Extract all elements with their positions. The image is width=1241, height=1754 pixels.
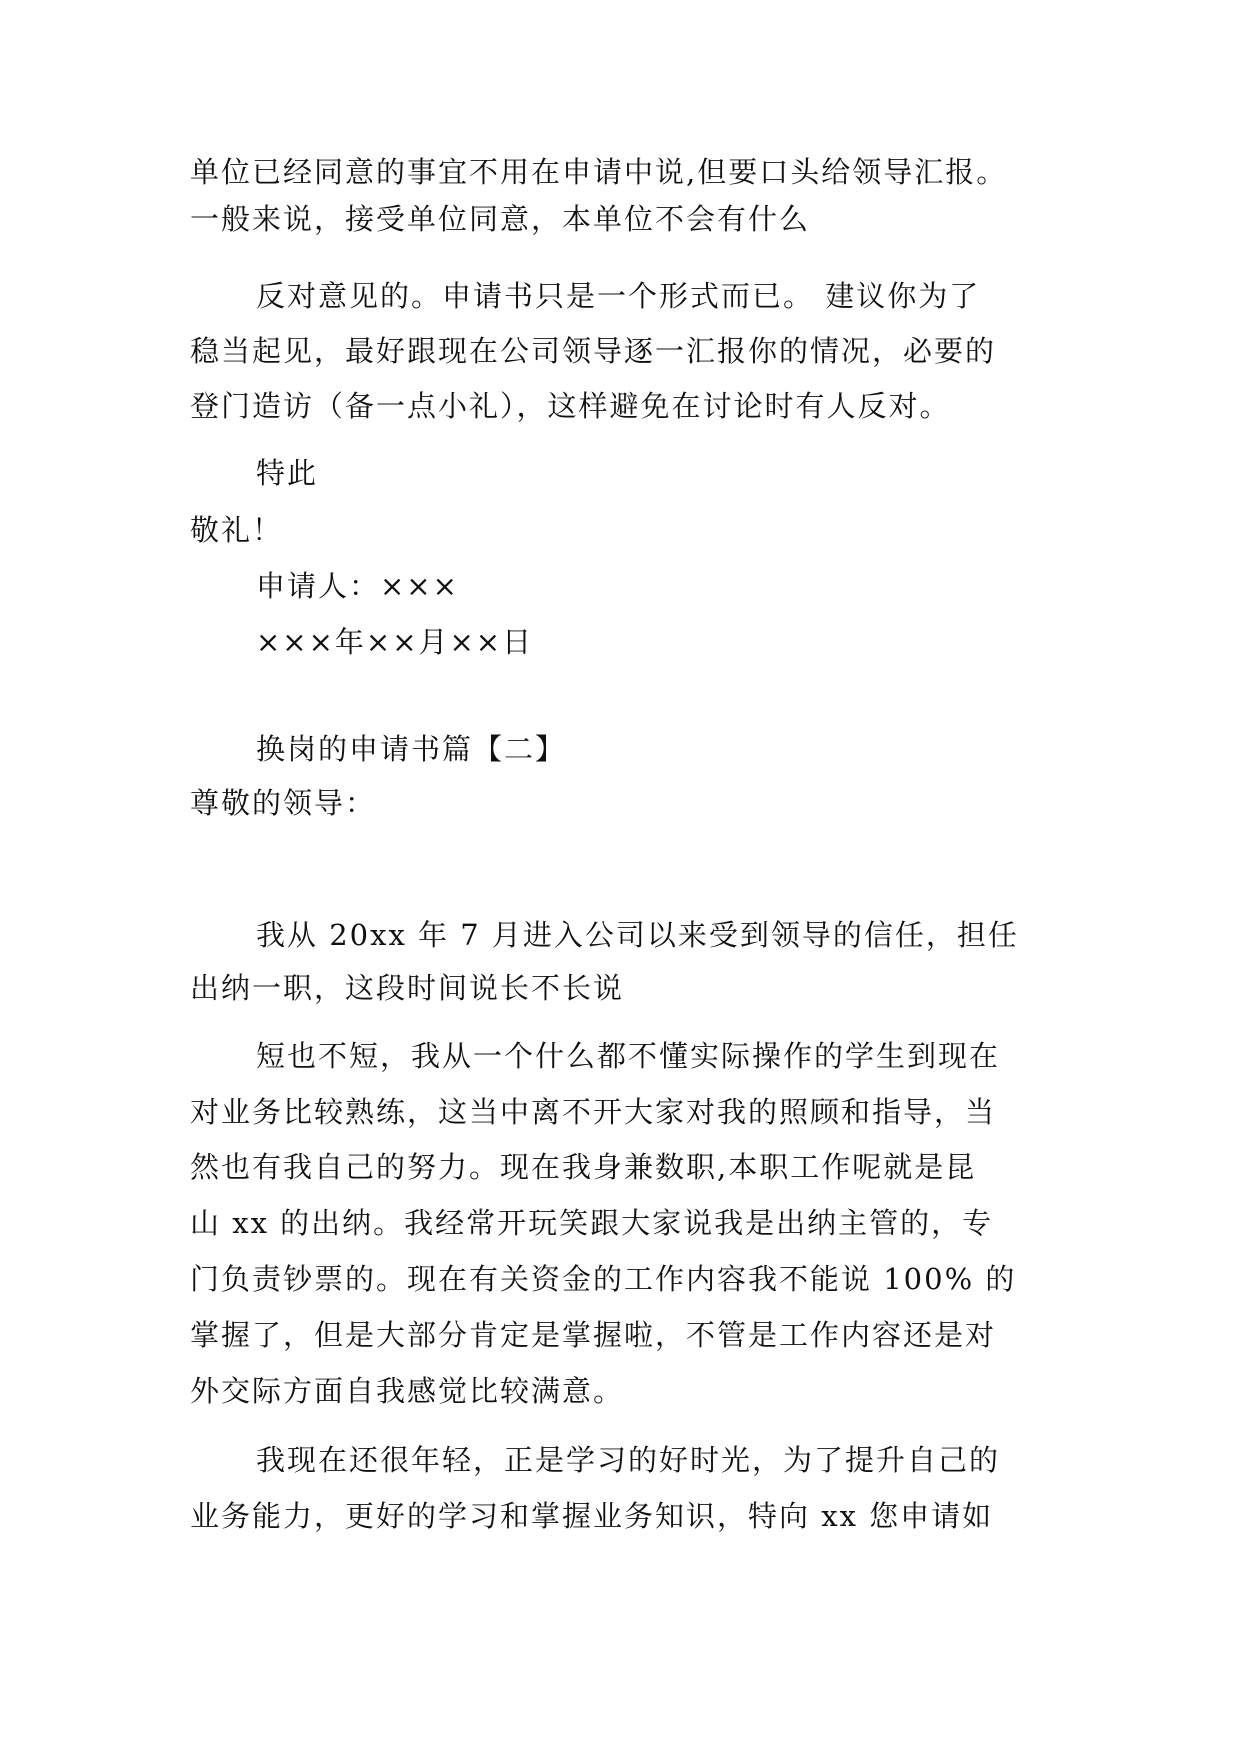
- text-line: 山 xx 的出纳。我经常开玩笑跟大家说我是出纳主管的，专: [190, 1206, 994, 1240]
- text-line: 特此: [256, 456, 319, 490]
- signature-applicant: 申请人：×××: [256, 569, 459, 603]
- text-line: 然也有我自己的努力。现在我身兼数职,本职工作呢就是昆: [190, 1150, 977, 1184]
- text-line: 对业务比较熟练，这当中离不开大家对我的照顾和指导，当: [190, 1095, 997, 1129]
- signature-date: ×××年××月××日: [256, 625, 534, 659]
- text-line: 稳当起见，最好跟现在公司领导逐一汇报你的情况，必要的: [190, 334, 997, 368]
- text-line: 掌握了，但是大部分肯定是掌握啦，不管是工作内容还是对: [190, 1318, 997, 1352]
- text-line: 登门造访（备一点小礼），这样避免在讨论时有人反对。: [190, 389, 951, 423]
- salutation: 尊敬的领导：: [190, 786, 377, 820]
- text-line: 业务能力，更好的学习和掌握业务知识，特向 xx 您申请如: [190, 1499, 994, 1533]
- text-line: 反对意见的。申请书只是一个形式而已。 建议你为了: [256, 279, 981, 313]
- section-heading: 换岗的申请书篇【二】: [256, 732, 567, 766]
- text-line: 敬礼！: [190, 513, 284, 547]
- text-line: 门负责钞票的。现在有关资金的工作内容我不能说 100% 的: [190, 1262, 1017, 1296]
- text-line: 单位已经同意的事宜不用在申请中说,但要口头给领导汇报。: [190, 155, 1008, 189]
- text-line: 短也不短，我从一个什么都不懂实际操作的学生到现在: [256, 1039, 1001, 1073]
- text-line: 外交际方面自我感觉比较满意。: [190, 1374, 625, 1408]
- text-line: 我从 20xx 年 7 月进入公司以来受到领导的信任，担任: [256, 918, 1019, 952]
- text-line: 一般来说，接受单位同意，本单位不会有什么: [190, 202, 811, 236]
- text-line: 我现在还很年轻，正是学习的好时光，为了提升自己的: [256, 1443, 1001, 1477]
- text-line: 出纳一职，这段时间说长不长说: [190, 971, 625, 1005]
